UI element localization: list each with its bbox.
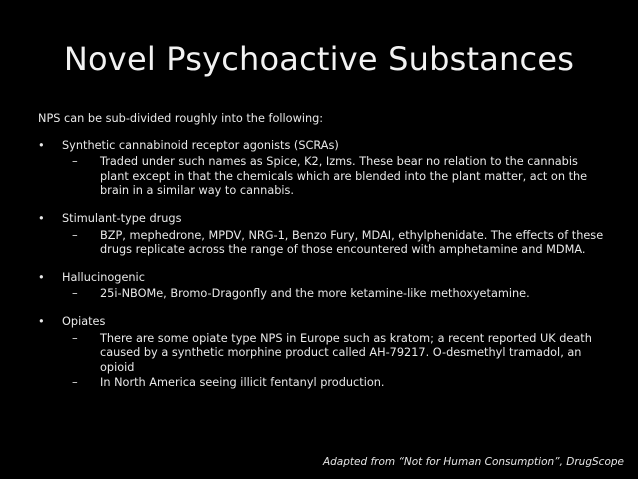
sub-text-line: caused by a synthetic morphine product called AH-79217. O-desmethyl tramadol, an	[100, 346, 582, 360]
sub-text-line: drugs replicate across the range of those encountered with amphetamine and MDMA.	[100, 243, 586, 257]
sub-list	[62, 155, 628, 199]
sub-marker: –	[72, 331, 78, 345]
sub-item	[72, 155, 628, 199]
bullet-marker: •	[38, 314, 45, 328]
sub-item	[72, 229, 628, 258]
sub-list	[62, 332, 628, 391]
slide-title: Novel Psychoactive Substances	[63, 40, 575, 78]
sub-text	[100, 376, 620, 391]
sub-marker: –	[72, 287, 78, 301]
sub-list	[62, 287, 628, 302]
sub-item	[72, 376, 628, 391]
bullet-item	[38, 271, 628, 302]
bullet-text: Hallucinogenic	[62, 270, 145, 284]
sub-text-line: brain in a similar way to cannabis.	[100, 184, 295, 198]
sub-text-line: opioid	[100, 360, 135, 374]
bullet-marker: •	[38, 138, 45, 152]
bullet-marker: •	[38, 211, 45, 225]
bullet-text: Synthetic cannabinoid receptor agonists (SCRAs)	[62, 138, 339, 152]
bullet-item	[38, 315, 628, 391]
sub-text-line: BZP, mephedrone, MPDV, NRG-1, Benzo Fury, MDAI, ethylphenidate. The effects of these	[100, 228, 604, 242]
sub-text	[100, 229, 620, 258]
sub-marker: –	[72, 228, 78, 242]
bullet-list	[38, 139, 628, 391]
sub-text-line: plant except in that the chemicals which are blended into the plant matter, act on the	[100, 169, 588, 183]
sub-marker: –	[72, 155, 78, 169]
bullet-item	[38, 212, 628, 258]
bullet-text: Stimulant-type drugs	[62, 211, 182, 225]
sub-text-line: Traded under such names as Spice, K2, Izms. These bear no relation to the cannabis	[100, 155, 578, 169]
bullet-item	[38, 139, 628, 199]
bullet-marker: •	[38, 270, 45, 284]
sub-marker: –	[72, 376, 78, 390]
sub-text-line: There are some opiate type NPS in Europe such as kratom; a recent reported UK death	[100, 331, 592, 345]
sub-text-line: 25i-NBOMe, Bromo-Dragonfly and the more ketamine-like methoxyetamine.	[100, 287, 530, 301]
sub-text	[100, 332, 620, 376]
slide-body	[38, 112, 628, 391]
intro-text: NPS can be sub-divided roughly into the following:	[38, 112, 324, 125]
source-credit: Adapted from “Not for Human Consumption”, DrugScope	[322, 456, 624, 468]
bullet-text: Opiates	[62, 314, 106, 328]
sub-text	[100, 155, 620, 199]
sub-item	[72, 332, 628, 376]
sub-text	[100, 287, 620, 302]
sub-item	[72, 287, 628, 302]
sub-list	[62, 229, 628, 258]
sub-text-line: In North America seeing illicit fentanyl production.	[100, 376, 385, 390]
